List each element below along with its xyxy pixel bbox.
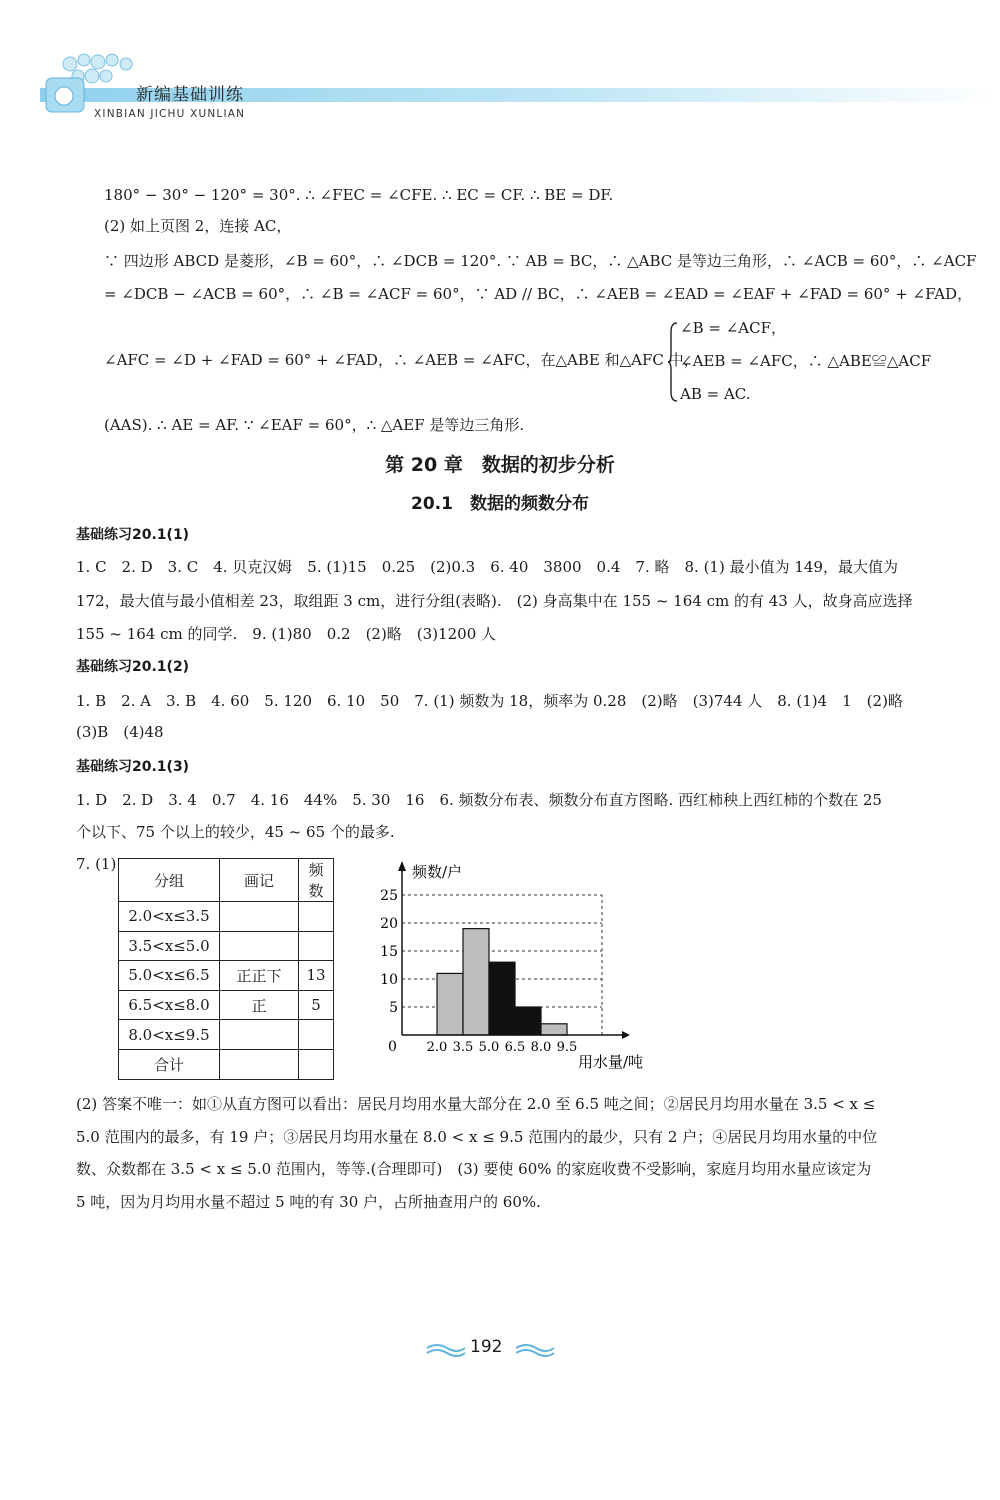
table-header-cell: 画记 [220,859,299,902]
histogram-bar [541,1024,567,1035]
answer-line: (3)B (4)48 [76,723,164,741]
header-subtitle: XINBIAN JICHU XUNLIAN [94,108,246,120]
x-tick-label: 3.5 [452,1040,474,1055]
wave-left-icon [425,1342,465,1358]
page-number: 192 [470,1337,503,1357]
histogram-chart [360,855,660,1075]
brace-icon [668,322,678,402]
answer-line: 个以下、75 个以上的较少，45 ~ 65 个的最多. [76,823,395,841]
histogram-bar [489,962,515,1035]
answer-line: (2) 答案不唯一：如①从直方图可以看出：居民月均用水量大部分在 2.0 至 6.5 吨之间；②居民月均用水量在 3.5 < x ≤ [76,1095,876,1113]
table-row [119,990,334,1020]
table-cell [220,902,299,932]
x-axis-label: 用水量/吨 [578,1053,644,1071]
answer-line: 172，最大值与最小值相差 23，取组距 3 cm，进行分组(表略). (2) 身高集中在 155 ~ 164 cm 的有 43 人，故身高应选择 [76,592,913,610]
table-cell: 5.0<x≤6.5 [119,961,220,991]
table-cell [299,1020,334,1050]
table-row [119,1049,334,1079]
table-cell: 3.5<x≤5.0 [119,931,220,961]
answer-line: 5 吨，因为月均用水量不超过 5 吨的有 30 户，占所抽查用户的 60%. [76,1193,541,1211]
table-cell: 13 [299,961,334,991]
table-cell [299,1049,334,1079]
y-tick-label: 15 [380,944,398,960]
y-tick-label: 10 [380,972,398,988]
x-tick-label: 6.5 [504,1040,526,1055]
proof-line: 180° − 30° − 120° = 30°. ∴ ∠FEC = ∠CFE. ∴ EC = CF. ∴ BE = DF. [104,186,614,204]
x-tick-label: 9.5 [556,1040,578,1055]
x-tick-label: 8.0 [530,1040,552,1055]
x-tick-label: 2.0 [426,1040,448,1055]
wave-right-icon [516,1342,556,1358]
exercise-heading: 基础练习20.1(3) [76,759,190,775]
table-header-row [119,859,334,902]
answer-line: 1. C 2. D 3. C 4. 贝克汉姆 5. (1)15 0.25 (2)0.3 6. 40 3800 0.4 7. 略 8. (1) 最小值为 149，最大值为 [76,558,898,576]
exercise-heading: 基础练习20.1(2) [76,659,190,675]
table-cell [220,931,299,961]
section-title: 20.1 数据的频数分布 [411,494,589,514]
answer-line: 155 ~ 164 cm 的同学. 9. (1)80 0.2 (2)略 (3)1200 人 [76,625,497,643]
brace-line: ∠B = ∠ACF， [680,319,786,337]
x-tick-label: 5.0 [478,1040,500,1055]
histogram-bar [437,973,463,1035]
table-cell: 8.0<x≤9.5 [119,1020,220,1050]
table-row [119,931,334,961]
proof-line: (AAS). ∴ AE = AF. ∵ ∠EAF = 60°，∴ △AEF 是等边三角形. [104,416,525,434]
table-row [119,1020,334,1050]
table-cell: 2.0<x≤3.5 [119,902,220,932]
table-row [119,902,334,932]
proof-line: = ∠DCB − ∠ACB = 60°，∴ ∠B = ∠ACF = 60°，∵ AD // BC，∴ ∠AEB = ∠EAD = ∠EAF + ∠FAD = 60° + ∠FAD， [104,285,973,303]
chapter-title: 第 20 章 数据的初步分析 [385,454,615,476]
exercise-heading: 基础练习20.1(1) [76,527,190,543]
frequency-table [118,858,334,1080]
histogram-bar [463,929,489,1035]
x-axis-arrow-icon [622,1031,630,1039]
answer-line: 5.0 范围内的最多，有 19 户；③居民月均用水量在 8.0 < x ≤ 9.5 范围内的最少，只有 2 户；④居民月均用水量的中位 [76,1128,878,1146]
table-cell [220,1049,299,1079]
table-cell: 5 [299,990,334,1020]
answer-line: 数、众数都在 3.5 < x ≤ 5.0 范围内，等等.(合理即可) (3) 要使 60% 的家庭收费不受影响，家庭月均用水量应该定为 [76,1160,872,1178]
proof-line: ∠AFC = ∠D + ∠FAD = 60° + ∠FAD，∴ ∠AEB = ∠AFC，在△ABE 和△AFC 中， [104,351,699,369]
proof-line: (2) 如上页图 2，连接 AC， [104,217,292,235]
proof-line: ∵ 四边形 ABCD 是菱形，∠B = 60°，∴ ∠DCB = 120°. ∵ AB = BC，∴ △ABC 是等边三角形，∴ ∠ACB = 60°，∴ ∠ACF [104,252,977,270]
table-cell [299,931,334,961]
y-tick-label: 20 [380,916,398,932]
answer-line: 1. B 2. A 3. B 4. 60 5. 120 6. 10 50 7. (1) 频数为 18，频率为 0.28 (2)略 (3)744 人 8. (1)4 1 (2)略 [76,692,903,710]
question-label: 7. (1) [76,855,117,873]
table-row [119,961,334,991]
y-tick-label: 5 [389,1000,398,1016]
table-cell: 正正下 [220,961,299,991]
answer-line: 1. D 2. D 3. 4 0.7 4. 16 44% 5. 30 16 6. 频数分布表、频数分布直方图略. 西红柿秧上西红柿的个数在 25 [76,791,882,809]
table-cell: 6.5<x≤8.0 [119,990,220,1020]
y-axis-arrow-icon [398,861,406,871]
table-header-cell: 分组 [119,859,220,902]
y-axis-label: 频数/户 [412,863,463,881]
histogram-bar [515,1007,541,1035]
table-header-cell: 频数 [299,859,334,902]
brace-line: ∠AEB = ∠AFC，∴ △ABE≌△ACF [680,352,932,370]
origin-label: 0 [388,1039,397,1055]
y-tick-label: 25 [380,888,398,904]
table-cell: 正 [220,990,299,1020]
header-title: 新编基础训练 [136,85,244,105]
table-cell [220,1020,299,1050]
brace-line: AB = AC. [680,385,751,403]
table-cell [299,902,334,932]
table-cell: 合计 [119,1049,220,1079]
